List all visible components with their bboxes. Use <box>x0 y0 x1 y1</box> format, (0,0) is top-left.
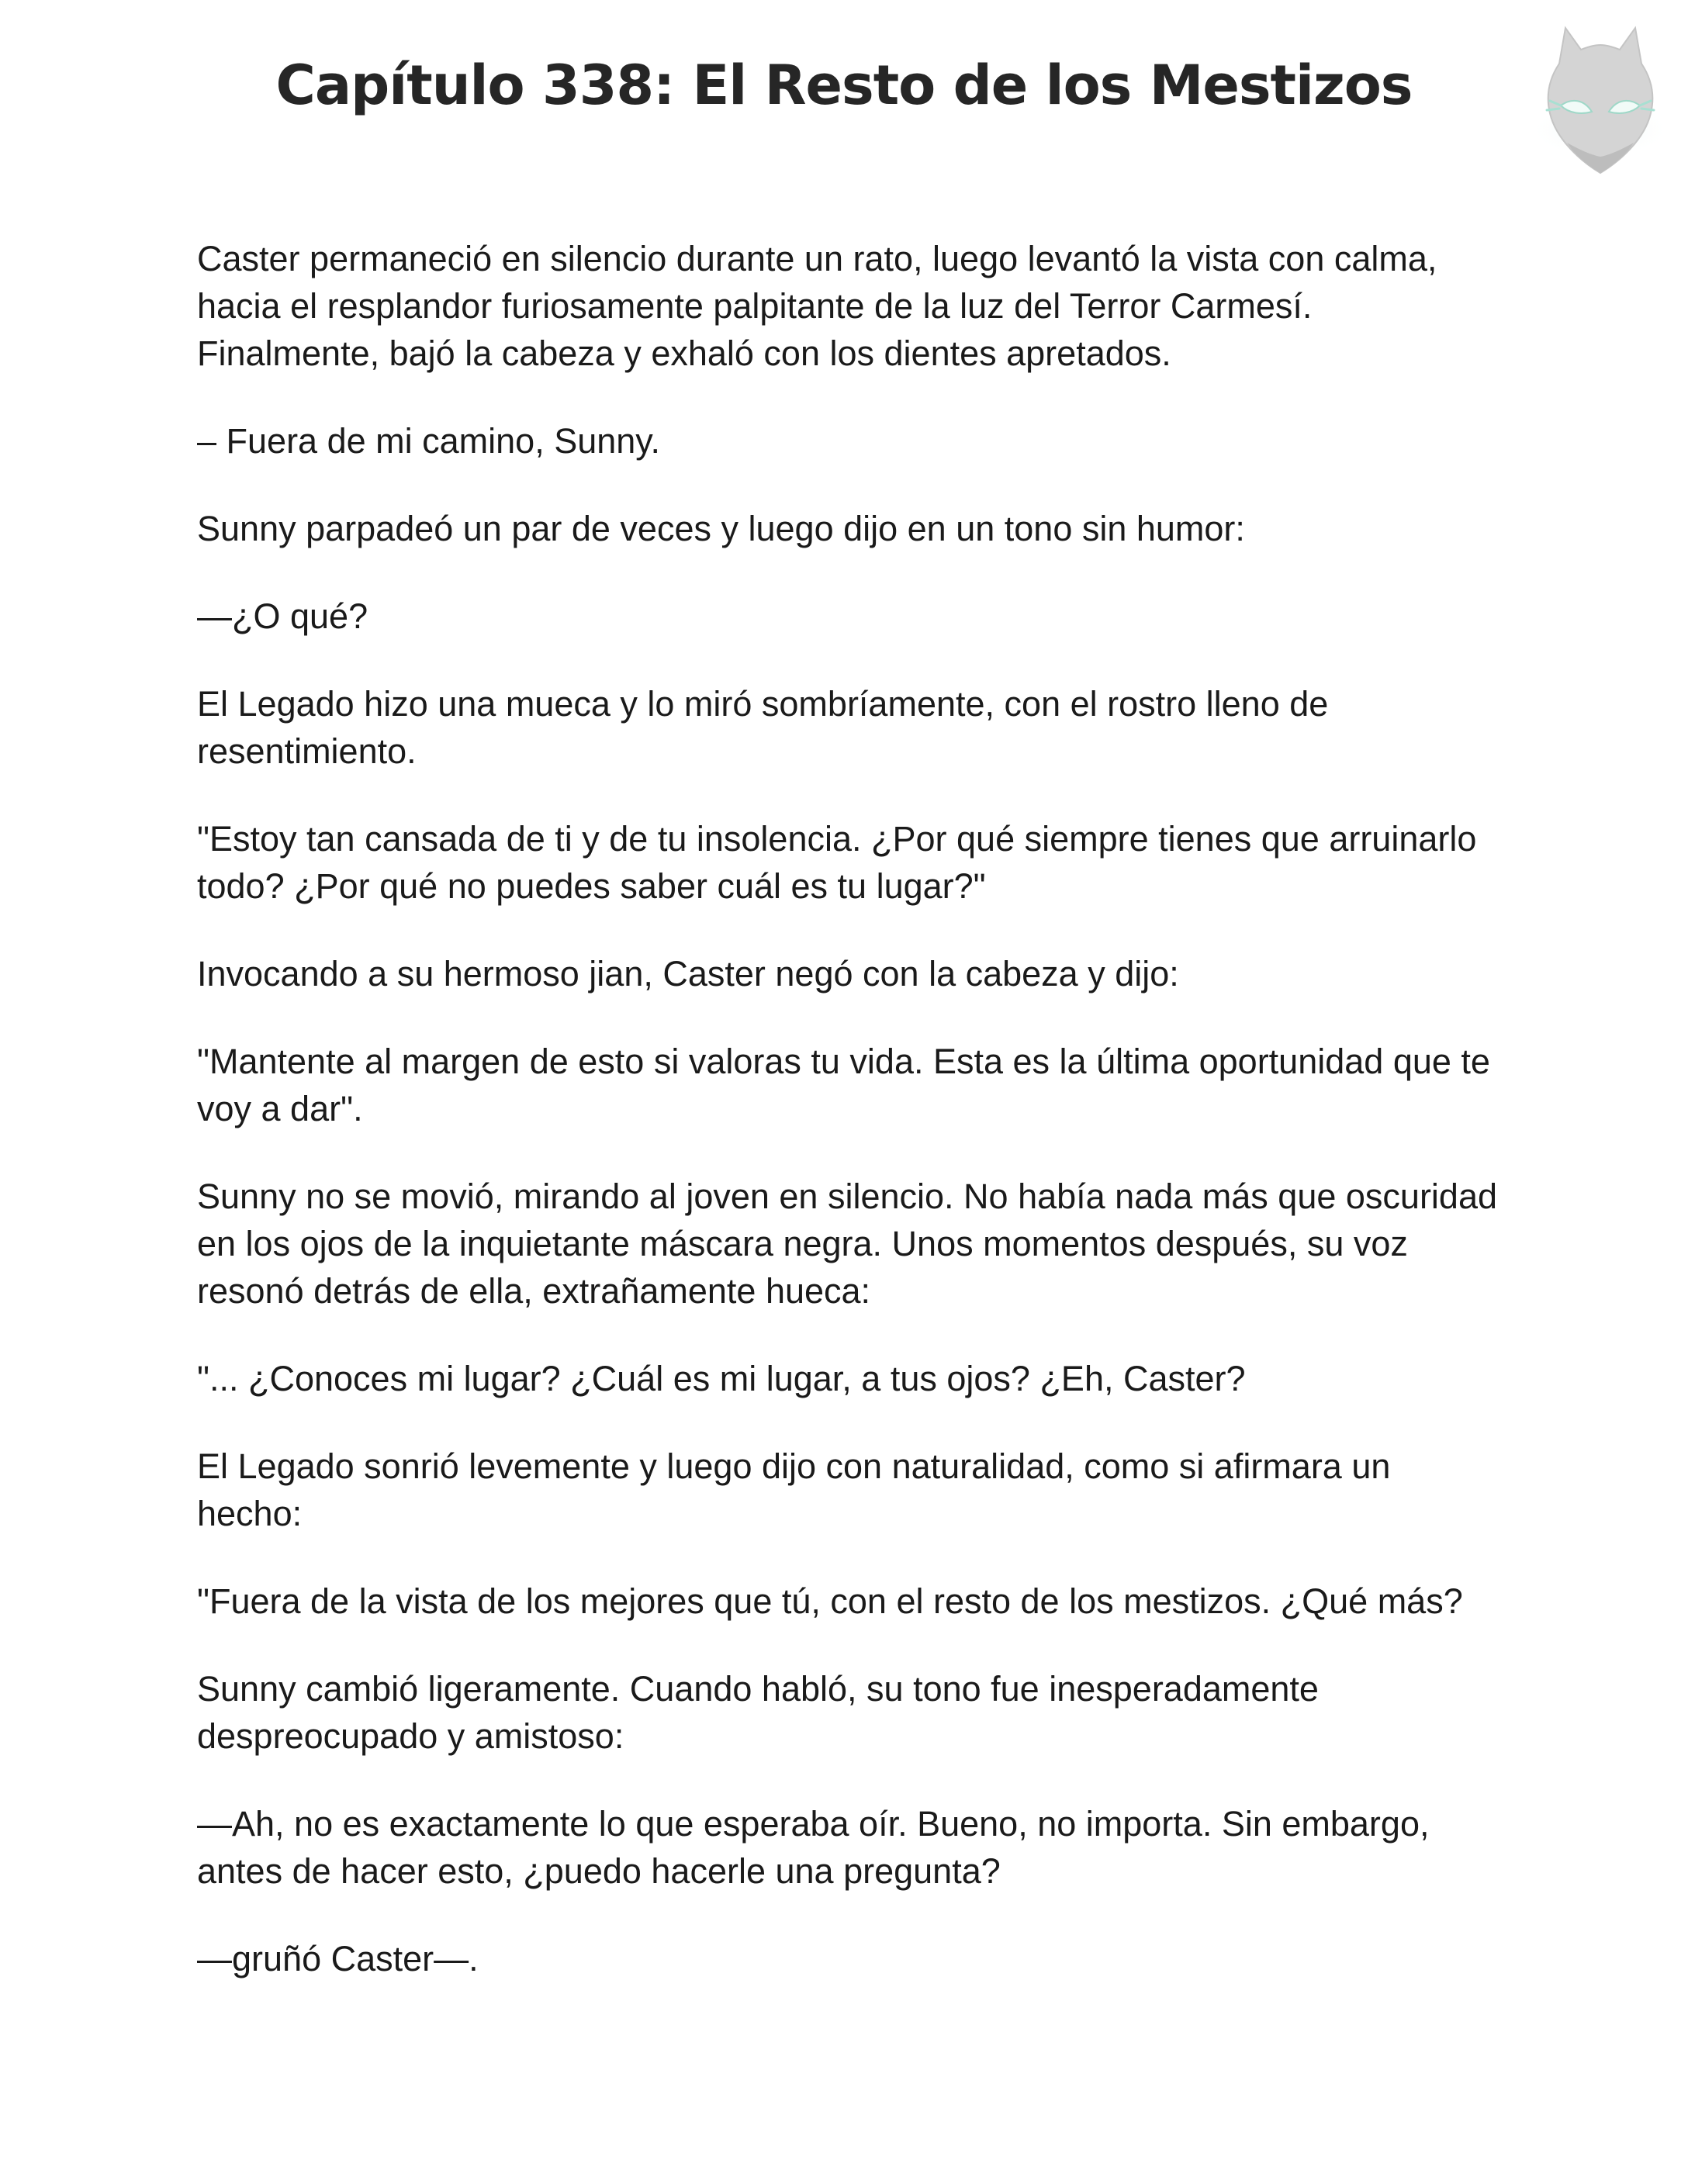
paragraph: —Ah, no es exactamente lo que esperaba oír. Bueno, no importa. Sin embargo, antes de hacer esto, ¿puedo hacerle una pregunta? <box>197 1804 1430 1891</box>
paragraph: "... ¿Conoces mi lugar? ¿Cuál es mi lugar, a tus ojos? ¿Eh, Caster? <box>197 1359 1246 1398</box>
paragraph: Invocando a su hermoso jian, Caster negó con la cabeza y dijo: <box>197 954 1179 994</box>
paragraph: "Estoy tan cansada de ti y de tu insolencia. ¿Por qué siempre tienes que arruinarlo todo? ¿Por qué no puedes saber cuál es tu lugar?" <box>197 819 1477 906</box>
horned-demon-mask-icon <box>1527 14 1674 188</box>
paragraph: Sunny parpadeó un par de veces y luego dijo en un tono sin humor: <box>197 509 1245 548</box>
paragraph: El Legado sonrió levemente y luego dijo con naturalidad, como si afirmara un hecho: <box>197 1446 1391 1533</box>
paragraph: —gruñó Caster—. <box>197 1939 479 1978</box>
paragraph: —¿O qué? <box>197 596 368 636</box>
chapter-body <box>197 235 1500 2023</box>
chapter-title: Capítulo 338: El Resto de los Mestizos <box>275 54 1413 117</box>
paragraph: Sunny cambió ligeramente. Cuando habló, su tono fue inesperadamente despreocupado y amistoso: <box>197 1669 1319 1756</box>
paragraph: Caster permaneció en silencio durante un rato, luego levantó la vista con calma, hacia el resplandor furiosamente palpitante de la luz del Terror Carmesí. Finalmente, bajó la cabeza y exhaló con los dientes apretados. <box>197 239 1437 373</box>
paragraph: Sunny no se movió, mirando al joven en silencio. No había nada más que oscuridad en los ojos de la inquietante máscara negra. Unos momentos después, su voz resonó detrás de ella, extrañamente hueca: <box>197 1177 1498 1311</box>
paragraph: "Mantente al margen de esto si valoras tu vida. Esta es la última oportunidad que te voy a dar". <box>197 1042 1490 1128</box>
paragraph: – Fuera de mi camino, Sunny. <box>197 421 660 461</box>
paragraph: "Fuera de la vista de los mejores que tú, con el resto de los mestizos. ¿Qué más? <box>197 1581 1463 1621</box>
paragraph: El Legado hizo una mueca y lo miró sombríamente, con el rostro lleno de resentimiento. <box>197 684 1329 771</box>
